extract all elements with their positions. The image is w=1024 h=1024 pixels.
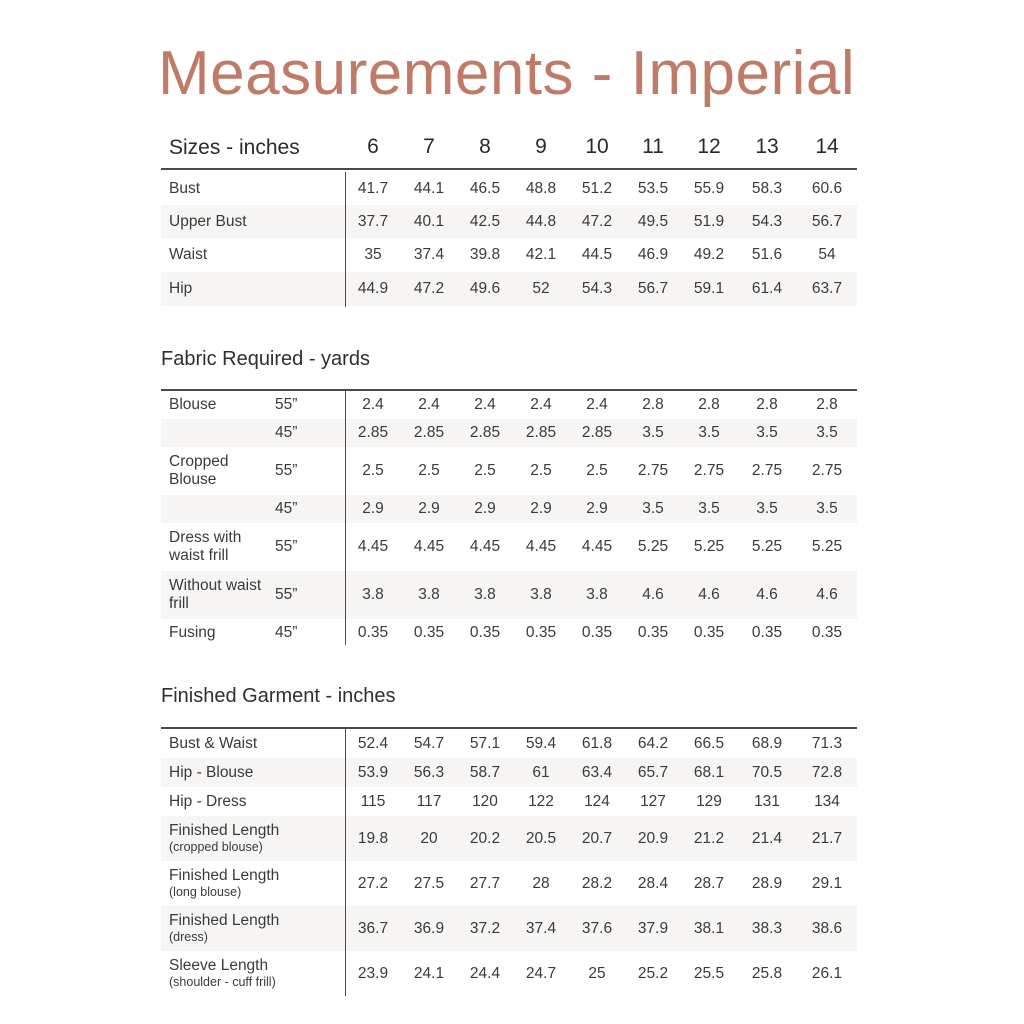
table-cell: 4.6 xyxy=(756,586,778,603)
sizes-header-row xyxy=(161,133,857,165)
table-cell: 52.4 xyxy=(357,734,389,752)
fabric-width: 45” xyxy=(275,500,298,517)
divider xyxy=(161,168,857,170)
table-cell: 20 xyxy=(420,829,438,847)
row-label: Bust & Waist xyxy=(169,734,258,752)
column-divider xyxy=(345,172,346,307)
table-cell: 127 xyxy=(640,792,666,810)
table-row xyxy=(161,906,857,951)
table-cell: 2.85 xyxy=(469,424,501,441)
table-cell: 2.4 xyxy=(418,396,440,413)
table-cell: 2.5 xyxy=(530,462,552,479)
table-cell: 3.8 xyxy=(474,586,496,603)
table-cell: 124 xyxy=(584,792,610,810)
size-header-12: 12 xyxy=(697,135,721,158)
fabric-width: 55” xyxy=(275,462,298,479)
table-cell: 117 xyxy=(416,792,442,810)
table-cell: 21.4 xyxy=(751,829,783,847)
table-cell: 44.9 xyxy=(357,280,389,297)
table-cell: 134 xyxy=(814,792,840,810)
table-cell: 0.35 xyxy=(413,624,445,641)
table-cell: 40.1 xyxy=(413,212,445,230)
table-cell: 23.9 xyxy=(357,964,389,982)
table-cell: 2.5 xyxy=(362,462,384,479)
finished-table xyxy=(161,729,857,996)
table-cell: 120 xyxy=(472,792,498,810)
table-cell: 37.6 xyxy=(581,919,613,937)
table-row xyxy=(161,861,857,906)
table-cell: 58.3 xyxy=(751,179,783,197)
table-cell: 37.9 xyxy=(637,919,669,937)
table-cell: 2.85 xyxy=(413,424,445,441)
size-header-7: 7 xyxy=(423,135,435,158)
fabric-width: 55” xyxy=(275,586,298,603)
table-cell: 24.1 xyxy=(413,964,445,982)
table-cell: 2.4 xyxy=(474,396,496,413)
table-cell: 53.5 xyxy=(637,179,669,197)
table-cell: 3.5 xyxy=(816,500,838,517)
table-cell: 27.5 xyxy=(413,874,445,892)
table-cell: 52 xyxy=(532,280,550,297)
table-cell: 131 xyxy=(754,792,780,810)
table-cell: 37.4 xyxy=(525,919,557,937)
table-cell: 115 xyxy=(360,792,386,810)
table-cell: 54.3 xyxy=(581,280,613,297)
table-cell: 0.35 xyxy=(525,624,557,641)
table-cell: 48.8 xyxy=(525,179,557,197)
table-row xyxy=(161,272,857,306)
fabric-table xyxy=(161,391,857,647)
row-label-main: Finished Length xyxy=(169,821,280,839)
table-cell: 3.8 xyxy=(418,586,440,603)
page-title: Measurements - Imperial xyxy=(158,39,856,108)
table-cell: 2.9 xyxy=(362,500,384,517)
table-cell: 28.4 xyxy=(637,874,669,892)
row-label-main: Sleeve Length xyxy=(169,956,269,974)
table-cell: 65.7 xyxy=(637,763,669,781)
table-row xyxy=(161,951,857,996)
table-cell: 0.35 xyxy=(751,624,783,641)
row-label: Blouse xyxy=(169,396,217,413)
table-cell: 37.2 xyxy=(469,919,501,937)
table-cell: 20.7 xyxy=(581,829,613,847)
table-cell: 51.9 xyxy=(693,212,725,230)
table-cell: 25.2 xyxy=(637,964,669,982)
table-cell: 2.4 xyxy=(586,396,608,413)
row-label: Waist xyxy=(169,246,208,263)
table-cell: 2.9 xyxy=(418,500,440,517)
table-cell: 25.8 xyxy=(751,964,783,982)
table-cell: 37.7 xyxy=(357,212,389,230)
table-cell: 63.4 xyxy=(581,763,613,781)
table-cell: 28.9 xyxy=(751,874,783,892)
table-cell: 72.8 xyxy=(811,763,843,781)
size-header-13: 13 xyxy=(755,135,779,158)
row-label: Fusing xyxy=(169,624,216,641)
table-cell: 59.1 xyxy=(693,280,725,297)
table-cell: 122 xyxy=(528,792,554,810)
column-divider xyxy=(345,391,346,645)
table-cell: 4.45 xyxy=(581,538,613,555)
table-cell: 2.85 xyxy=(581,424,613,441)
table-cell: 2.8 xyxy=(816,396,838,413)
row-label-main: Finished Length xyxy=(169,911,280,929)
table-cell: 55.9 xyxy=(693,179,725,197)
table-cell: 0.35 xyxy=(811,624,843,641)
table-row xyxy=(161,729,857,758)
table-cell: 20.2 xyxy=(469,829,501,847)
table-cell: 0.35 xyxy=(357,624,389,641)
table-cell: 57.1 xyxy=(469,734,501,752)
table-cell: 49.2 xyxy=(693,246,725,263)
table-cell: 3.5 xyxy=(642,500,664,517)
table-cell: 28 xyxy=(532,874,550,892)
table-cell: 56.7 xyxy=(637,280,669,297)
row-label-sub: (dress) xyxy=(169,929,208,944)
fabric-width: 45” xyxy=(275,624,298,641)
table-cell: 3.5 xyxy=(816,424,838,441)
row-label: Without waist frill xyxy=(169,577,262,612)
row-label xyxy=(169,957,276,990)
table-row xyxy=(161,495,857,523)
table-row xyxy=(161,571,857,619)
table-cell: 56.7 xyxy=(811,212,843,230)
table-row xyxy=(161,205,857,238)
finished-heading: Finished Garment - inches xyxy=(161,685,396,707)
table-cell: 63.7 xyxy=(811,280,843,297)
row-label-sub: (long blouse) xyxy=(169,884,242,899)
table-cell: 51.6 xyxy=(751,246,783,263)
table-cell: 54 xyxy=(818,246,836,263)
table-row xyxy=(161,172,857,205)
table-cell: 56.3 xyxy=(413,763,445,781)
table-cell: 44.8 xyxy=(525,212,557,230)
table-cell: 27.7 xyxy=(469,874,501,892)
table-cell: 4.6 xyxy=(816,586,838,603)
table-cell: 58.7 xyxy=(469,763,501,781)
table-cell: 64.2 xyxy=(637,734,669,752)
table-cell: 61 xyxy=(532,763,550,781)
table-cell: 61.8 xyxy=(581,734,613,752)
table-cell: 36.7 xyxy=(357,919,389,937)
table-cell: 28.2 xyxy=(581,874,613,892)
table-cell: 41.7 xyxy=(357,179,389,197)
size-header-9: 9 xyxy=(535,135,547,158)
table-cell: 5.25 xyxy=(811,538,843,555)
table-cell: 0.35 xyxy=(637,624,669,641)
sizes-header-label: Sizes - inches xyxy=(169,136,300,159)
size-header-10: 10 xyxy=(585,135,609,158)
table-cell: 5.25 xyxy=(693,538,725,555)
table-cell: 21.7 xyxy=(811,829,843,847)
table-cell: 25.5 xyxy=(693,964,725,982)
table-cell: 46.5 xyxy=(469,179,501,197)
table-cell: 2.9 xyxy=(474,500,496,517)
table-cell: 4.45 xyxy=(413,538,445,555)
table-cell: 42.5 xyxy=(469,212,501,230)
table-cell: 61.4 xyxy=(751,280,783,297)
table-cell: 46.9 xyxy=(637,246,669,263)
size-header-8: 8 xyxy=(479,135,491,158)
table-cell: 3.8 xyxy=(362,586,384,603)
row-label-sub: (shoulder - cuff frill) xyxy=(169,974,276,989)
table-cell: 3.8 xyxy=(586,586,608,603)
table-cell: 2.75 xyxy=(811,462,843,479)
table-cell: 68.1 xyxy=(693,763,725,781)
table-row xyxy=(161,619,857,647)
table-cell: 26.1 xyxy=(811,964,843,982)
size-header-6: 6 xyxy=(367,135,379,158)
table-cell: 70.5 xyxy=(751,763,783,781)
table-cell: 60.6 xyxy=(811,179,843,197)
table-cell: 68.9 xyxy=(751,734,783,752)
table-cell: 4.6 xyxy=(642,586,664,603)
table-cell: 3.5 xyxy=(698,500,720,517)
table-cell: 37.4 xyxy=(413,246,445,263)
table-cell: 66.5 xyxy=(693,734,725,752)
table-cell: 59.4 xyxy=(525,734,557,752)
table-cell: 49.5 xyxy=(637,212,669,230)
table-cell: 2.75 xyxy=(751,462,783,479)
table-cell: 2.85 xyxy=(357,424,389,441)
size-header-11: 11 xyxy=(642,135,664,158)
table-cell: 3.8 xyxy=(530,586,552,603)
table-cell: 2.8 xyxy=(642,396,664,413)
table-cell: 2.8 xyxy=(698,396,720,413)
table-cell: 24.4 xyxy=(469,964,501,982)
table-cell: 53.9 xyxy=(357,763,389,781)
table-cell: 29.1 xyxy=(811,874,843,892)
size-header-14: 14 xyxy=(815,135,839,158)
table-cell: 3.5 xyxy=(698,424,720,441)
table-cell: 4.45 xyxy=(525,538,557,555)
table-cell: 2.75 xyxy=(637,462,669,479)
table-cell: 36.9 xyxy=(413,919,445,937)
table-cell: 49.6 xyxy=(469,280,501,297)
row-label: Dress with waist frill xyxy=(169,529,242,564)
fabric-width: 55” xyxy=(275,538,298,555)
table-cell: 2.4 xyxy=(362,396,384,413)
table-cell: 2.5 xyxy=(586,462,608,479)
row-label: Hip - Dress xyxy=(169,792,247,810)
table-cell: 35 xyxy=(364,246,382,263)
table-cell: 28.7 xyxy=(693,874,725,892)
row-label: Bust xyxy=(169,179,201,197)
table-cell: 2.5 xyxy=(418,462,440,479)
table-row xyxy=(161,419,857,447)
table-cell: 0.35 xyxy=(469,624,501,641)
table-cell: 38.1 xyxy=(693,919,725,937)
table-cell: 0.35 xyxy=(581,624,613,641)
table-cell: 54.3 xyxy=(751,212,783,230)
table-cell: 71.3 xyxy=(811,734,843,752)
table-cell: 21.2 xyxy=(693,829,725,847)
table-cell: 20.5 xyxy=(525,829,557,847)
table-cell: 54.7 xyxy=(413,734,445,752)
table-cell: 51.2 xyxy=(581,179,613,197)
row-label: Hip - Blouse xyxy=(169,763,254,781)
row-label: Cropped Blouse xyxy=(169,453,229,488)
table-cell: 24.7 xyxy=(525,964,557,982)
row-label-main: Finished Length xyxy=(169,866,280,884)
row-label xyxy=(169,867,279,900)
table-cell: 19.8 xyxy=(357,829,389,847)
table-cell: 2.8 xyxy=(756,396,778,413)
table-cell: 47.2 xyxy=(581,212,613,230)
table-cell: 3.5 xyxy=(756,500,778,517)
table-cell: 2.9 xyxy=(530,500,552,517)
table-cell: 4.45 xyxy=(469,538,501,555)
table-cell: 3.5 xyxy=(642,424,664,441)
table-cell: 47.2 xyxy=(413,280,445,297)
table-cell: 38.3 xyxy=(751,919,783,937)
table-cell: 4.6 xyxy=(698,586,720,603)
table-cell: 25 xyxy=(588,964,606,982)
table-cell: 3.5 xyxy=(756,424,778,441)
table-row xyxy=(161,816,857,861)
table-cell: 5.25 xyxy=(637,538,669,555)
table-cell: 2.5 xyxy=(474,462,496,479)
table-row xyxy=(161,523,857,571)
table-cell: 20.9 xyxy=(637,829,669,847)
table-cell: 0.35 xyxy=(693,624,725,641)
row-label-sub: (cropped blouse) xyxy=(169,839,263,854)
table-row xyxy=(161,787,857,816)
row-label xyxy=(169,822,279,855)
row-label: Hip xyxy=(169,280,193,297)
table-cell: 2.85 xyxy=(525,424,557,441)
table-cell: 38.6 xyxy=(811,919,843,937)
table-row xyxy=(161,447,857,495)
fabric-width: 45” xyxy=(275,424,298,441)
table-cell: 129 xyxy=(696,792,722,810)
table-cell: 27.2 xyxy=(357,874,389,892)
table-cell: 2.4 xyxy=(530,396,552,413)
table-cell: 39.8 xyxy=(469,246,501,263)
table-row xyxy=(161,758,857,787)
row-label xyxy=(169,912,279,945)
table-row xyxy=(161,391,857,419)
measurements-table xyxy=(161,172,857,306)
column-divider xyxy=(345,729,346,996)
table-cell: 4.45 xyxy=(357,538,389,555)
table-cell: 2.9 xyxy=(586,500,608,517)
table-cell: 44.5 xyxy=(581,246,613,263)
table-cell: 42.1 xyxy=(525,246,557,263)
fabric-heading: Fabric Required - yards xyxy=(161,348,370,370)
table-cell: 5.25 xyxy=(751,538,783,555)
table-cell: 2.75 xyxy=(693,462,725,479)
row-label: Upper Bust xyxy=(169,212,247,230)
table-row xyxy=(161,238,857,272)
table-cell: 44.1 xyxy=(413,179,445,197)
fabric-width: 55” xyxy=(275,396,298,413)
